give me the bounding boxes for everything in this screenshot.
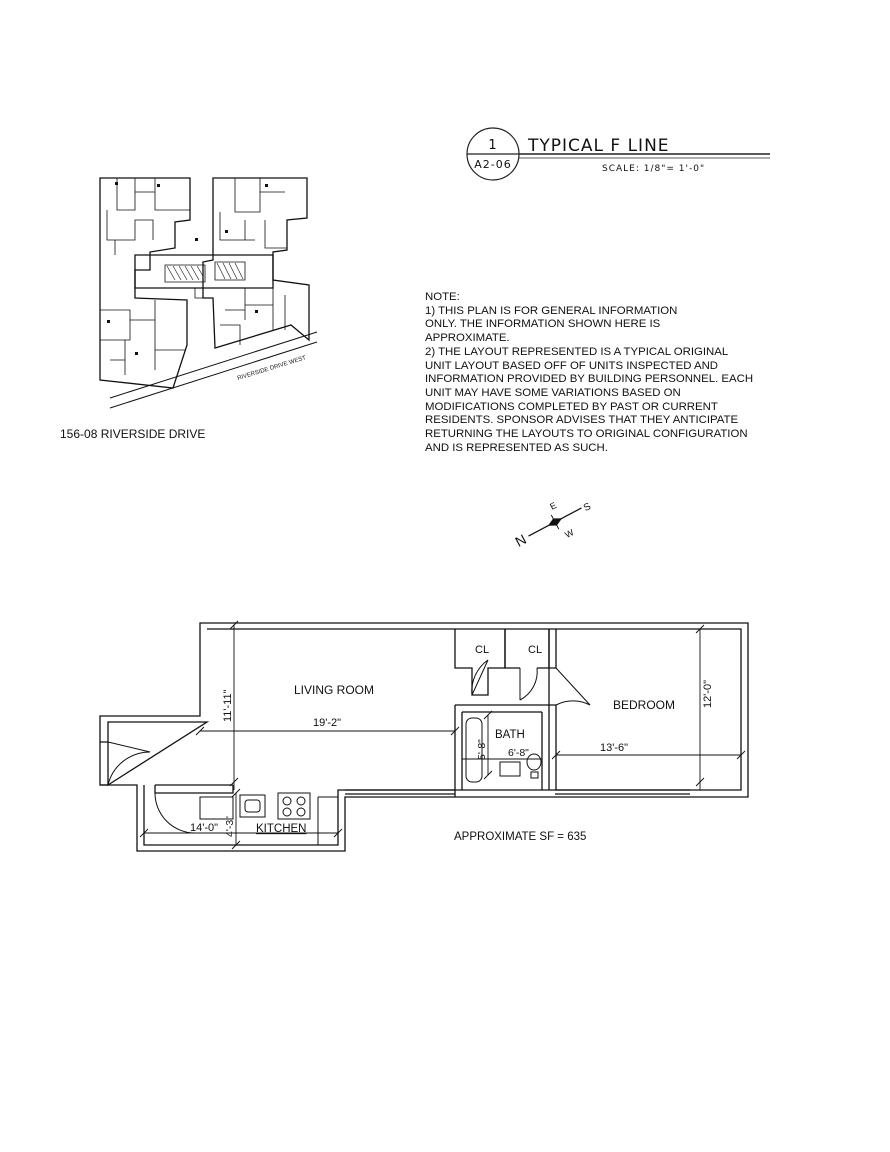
bath-depth-label: 5'-8" xyxy=(476,739,488,760)
note-line: INFORMATION PROVIDED BY BUILDING PERSONNEL. EACH xyxy=(425,373,754,386)
note-line: 1) THIS PLAN IS FOR GENERAL INFORMATION xyxy=(425,304,678,317)
note-line: ONLY. THE INFORMATION SHOWN HERE IS xyxy=(425,318,661,331)
bath-width-label: 6'-8" xyxy=(508,747,529,759)
note-line: UNIT MAY HAVE SOME VARIATIONS BASED ON xyxy=(425,386,681,399)
sheet-ref: A2-06 xyxy=(474,158,512,171)
note-line: RESIDENTS. SPONSOR ADVISES THAT THEY ANTICIPATE xyxy=(425,414,739,427)
closet-2-walls xyxy=(505,629,549,668)
living-width-label: 19'-2" xyxy=(313,717,342,729)
closet-2-door-swing xyxy=(520,668,537,700)
toilet-icon xyxy=(527,754,541,770)
street-label: RIVERSIDE DRIVE WEST xyxy=(236,355,307,382)
kitchen-label: KITCHEN xyxy=(256,823,307,835)
compass-w: W xyxy=(563,527,576,541)
living-depth-label: 11'-11" xyxy=(222,689,234,722)
detail-number: 1 xyxy=(488,138,498,153)
floor-plan xyxy=(0,600,890,870)
exterior-wall-inner xyxy=(108,629,741,845)
sink-icon xyxy=(500,762,520,776)
bath-label: BATH xyxy=(495,729,525,741)
note-line: APPROXIMATE. xyxy=(425,332,510,345)
exterior-wall-outer xyxy=(100,623,748,851)
north-arrow xyxy=(505,490,605,555)
drawing-title: TYPICAL F LINE xyxy=(528,136,670,156)
bedroom-depth-label: 12'-0" xyxy=(702,679,714,708)
note-line: MODIFICATIONS COMPLETED BY PAST OR CURRENT xyxy=(425,400,718,413)
kitchen-width-label: 14'-0" xyxy=(190,822,219,834)
approximate-area: APPROXIMATE SF = 635 xyxy=(454,831,587,843)
entry-door-swing xyxy=(108,742,150,785)
kitchen-depth-label: 4'-3" xyxy=(224,816,236,837)
note-line: AND IS REPRESENTED AS SUCH. xyxy=(425,441,608,454)
closet-1-door-swing xyxy=(472,660,488,695)
note-line: RETURNING THE LAYOUTS TO ORIGINAL CONFIGURATION xyxy=(425,428,748,441)
closet-2-label: CL xyxy=(528,644,543,656)
stove-icon xyxy=(278,793,310,819)
compass-n: N xyxy=(512,530,529,550)
compass-rose-icon xyxy=(546,515,564,530)
kitchen-door-swing xyxy=(155,793,195,833)
title-block xyxy=(460,125,780,185)
note-line: 2) THE LAYOUT REPRESENTED IS A TYPICAL ORIGINAL xyxy=(425,345,729,358)
closet-1-label: CL xyxy=(475,644,490,656)
compass-s: S xyxy=(581,501,593,515)
refrigerator-icon xyxy=(200,797,233,819)
building-address: 156-08 RIVERSIDE DRIVE xyxy=(60,427,206,441)
key-plan xyxy=(95,170,330,410)
bedroom-width-label: 13'-6" xyxy=(600,742,629,754)
note-line: NOTE: xyxy=(425,291,460,303)
drawing-scale: SCALE: 1/8"= 1'-0" xyxy=(602,164,706,174)
kitchen-sink-icon xyxy=(240,795,265,817)
general-note xyxy=(425,291,770,455)
bedroom-label: BEDROOM xyxy=(613,698,676,712)
compass-e: E xyxy=(548,500,559,512)
note-line: UNIT LAYOUT BASED OFF OF UNITS INSPECTED AND xyxy=(425,359,719,372)
closet-1-walls xyxy=(455,629,505,695)
bedroom-door-swing xyxy=(556,668,590,705)
living-room-label: LIVING ROOM xyxy=(294,683,375,697)
